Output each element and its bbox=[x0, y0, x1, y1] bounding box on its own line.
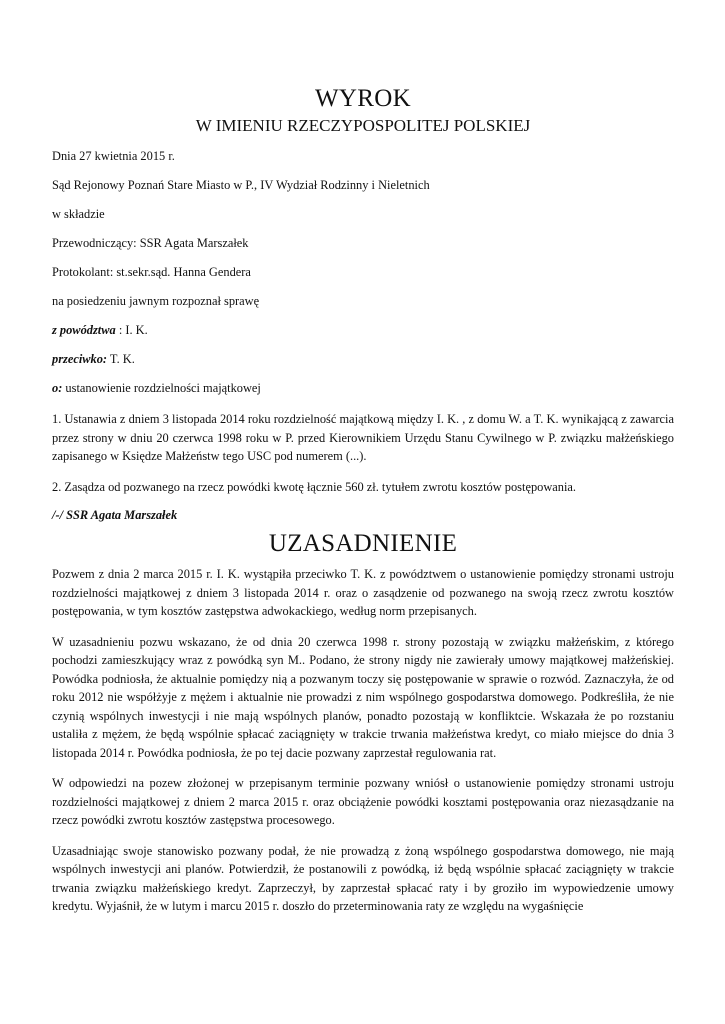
defendant-label: przeciwko: bbox=[52, 352, 108, 366]
document-page bbox=[52, 84, 674, 916]
plaintiff-value: : I. K. bbox=[118, 323, 148, 337]
document-title: WYROK bbox=[315, 85, 411, 112]
ruling-item-2: 2. Zasądza od pozwanego na rzecz powódki kwotę łącznie 560 zł. tytułem zwrotu kosztów postępowania. bbox=[52, 479, 577, 494]
justification-paragraph: Pozwem z dnia 2 marca 2015 r. I. K. wystąpiła przeciwko T. K. z powództwem o ustanowienie pomiędzy stronami ustroju rozdzielności majątkowej z dniem 3 listopada 2014 r. oraz o zasądzenie od pozwanego na swoją rzecz zwrotu kosztów postępowania, w tym kosztów zastępstwa adwokackiego, według norm przepisanych. bbox=[52, 567, 674, 618]
court-name: Sąd Rejonowy Poznań Stare Miasto w P., IV Wydział Rodzinny i Nieletnich bbox=[52, 178, 430, 192]
justification-paragraph: Uzasadniając swoje stanowisko pozwany podał, że nie prowadzą z żoną wspólnego gospodarstwa domowego, nie mają wspólnych inwestycji ani planów. Potwierdził, że postanowili z powódką, iż będą wspólnie spłacać zaciągnięty w trakcie trwania związku małżeńskiego kredyt. Zaprzeczył, by zaprzestał spłacać raty i by groziło im wypowiedzenie umowy kredytu. Wyjaśnił, że w lutym i marcu 2015 r. doszło do przeterminowania raty ze względu na wygaśnięcie bbox=[52, 843, 674, 913]
justification-heading: UZASADNIENIE bbox=[268, 530, 458, 557]
subject-label: o: bbox=[52, 381, 63, 395]
document-subtitle: W IMIENIU RZECZYPOSPOLITEJ POLSKIEJ bbox=[195, 116, 531, 135]
court-clerk: Protokolant: st.sekr.sąd. Hanna Gendera bbox=[52, 265, 251, 279]
plaintiff-line bbox=[52, 322, 674, 338]
justification-paragraph: W uzasadnieniu pozwu wskazano, że od dnia 20 czerwca 1998 r. strony pozostają w związku małżeńskim, z którego pochodzi zamieszkujący wraz z powódką syn M.. Podano, że strony nigdy nie zawierały umowy majątkowej małżeńskiej. Powódka podniosła, że aktualnie pomiędzy nią a pozwanym toczy się postępowanie w sprawie o rozwód. Zaznaczyła, że od roku 2012 nie współżyje z mężem i aktualnie nie prowadzi z nim wspólnego gospodarstwa domowego. Podkreśliła, że nie czynią wspólnych inwestycji i nie mają wspólnych planów, ponadto pozostają w konfliktcie. Wskazała że po rozstaniu ustaliła z mężem, że będą wspólnie spłacać zaciągnięty w trakcie trwania małżeństwa kredyt, co miało miejsce do dnia 3 listopada 2014 r. Powódka podniosła, że po tej dacie pozwany zaprzestał regulowania rat. bbox=[52, 634, 674, 760]
session-info: na posiedzeniu jawnym rozpoznał sprawę bbox=[52, 294, 260, 308]
composition-label: w składzie bbox=[52, 207, 105, 221]
judge-signature: /-/ SSR Agata Marszałek bbox=[52, 508, 178, 522]
chair-judge: Przewodniczący: SSR Agata Marszałek bbox=[52, 236, 249, 250]
subject-line bbox=[52, 380, 674, 396]
defendant-value: T. K. bbox=[107, 352, 135, 366]
judgment-date: Dnia 27 kwietnia 2015 r. bbox=[52, 149, 175, 163]
defendant-line bbox=[52, 351, 674, 367]
ruling-item-1: 1. Ustanawia z dniem 3 listopada 2014 roku rozdzielność majątkową między I. K. , z domu W. a T. K. wynikającą z zawarcia przez strony w dniu 20 czerwca 1998 roku w P. przed Kierownikiem Urzędu Stanu Cywilnego w P. związku małżeńskiego zapisanego w Księdze Małżeństw tego USC pod numerem (...). bbox=[52, 412, 674, 463]
justification-paragraph: W odpowiedzi na pozew złożonej w przepisanym terminie pozwany wniósł o ustanowienie pomiędzy stronami ustroju rozdzielności majątkowej z dniem 2 marca 2015 r. oraz obciążenie powódki kosztami postępowania oraz niezasądzanie na rzecz powódki zwrotu kosztów zastępstwa procesowego. bbox=[52, 776, 674, 827]
subject-value: ustanowienie rozdzielności majątkowej bbox=[62, 381, 261, 395]
plaintiff-label: z powództwa bbox=[52, 323, 116, 337]
